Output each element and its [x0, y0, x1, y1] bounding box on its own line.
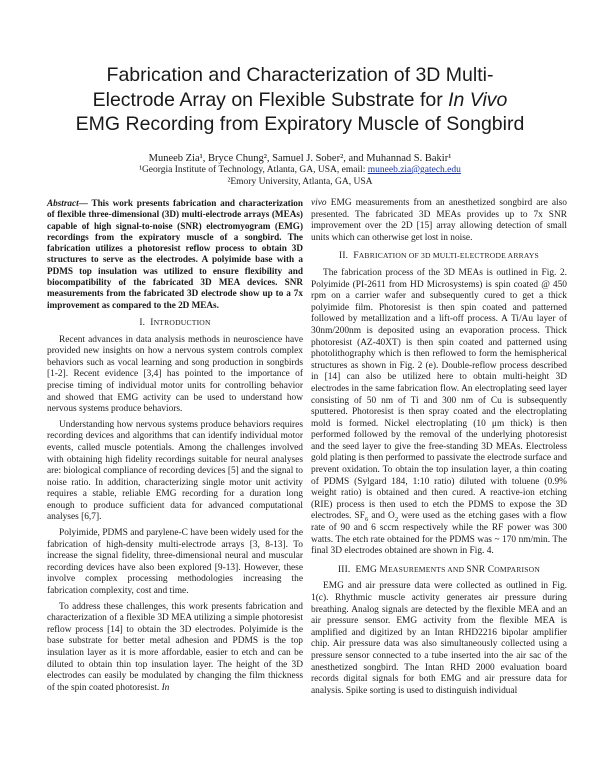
paragraph: Polyimide, PDMS and parylene-C have been widely used for the fabrication of high-density multi-electrode arrays [3, 8-13]. To increase the signal fidelity, three-dimensional neural and muscular recording devices have also been explored [9-13]. However, these involve complex processing methodologies increasing the fabrication complexity, cost and time.	[47, 528, 303, 597]
paper-title	[40, 63, 560, 137]
title-line-1: Fabrication and Characterization of 3D Multi-	[106, 64, 494, 86]
paragraph-continued: vivo EMG measurements from an anesthetized songbird are also presented. The fabricated 3D MEAs provides up to 7x SNR improvement over the 2D [15] array allowing detection of small units which can otherwise get lost in noise.	[311, 198, 567, 243]
email-link[interactable]: muneeb.zia@gatech.edu	[367, 165, 461, 175]
paragraph: To address these challenges, this work presents fabrication and characterization of a flexible 3D MEA utilizing a simple photoresist reflow process [14] to obtain the 3D electrodes. Polyimide is the base substrate for better metal adhesion and PDMS is the top insulation layer as it is more affordable, easier to etch and can be diluted to obtain thin top insulation layer. The height of the 3D electrodes can easily be modulated by changing the film thickness of the spin coated photoresist. In	[47, 601, 303, 693]
paragraph: EMG and air pressure data were collected as outlined in Fig. 1(c). Rhythmic muscle activity generates air pressure during breathing. Analog signals are detected by the flexible MEA and an air pressure sensor. EMG activity from the flexible MEA is amplified and digitized by an Intan RHD2216 bipolar amplifier chip. Air pressure data was also simultaneously collected using a pressure sensor connected to a tube inserted into the air sac of the anesthetized songbird. The Intan RHD 2000 evaluation board records digital signals for both EMG and air pressure data for analysis. Spike sorting is used to distinguish individual	[311, 581, 567, 696]
left-column	[47, 198, 303, 698]
affiliation-1: ¹Georgia Institute of Technology, Atlanta, GA, USA, email: muneeb.zia@gatech.edu	[139, 165, 461, 175]
section-heading-emg-measurements: III. EMG MEASUREMENTS AND SNR COMPARISON	[337, 564, 541, 575]
affiliation-2: ²Emory University, Atlanta, GA, USA	[227, 177, 373, 187]
paragraph: Recent advances in data analysis methods in neuroscience have provided new insights on how a nervous system controls complex behaviors such as vocal learning and song production in songbirds [1-2]. Recent evidence [3,4] has pointed to the importance of precise timing of individual motor units for controlling behavior and showed that EMG activity can be used to understand how nervous systems produce behaviors.	[47, 334, 303, 415]
paragraph: The fabrication process of the 3D MEAs is outlined in Fig. 2. Polyimide (PI-2611 from HD Microsystems) is spin coated @ 450 rpm on a carrier wafer and subsequently cured to get a thick polyimide film. Photoresist is then spin coated and patterned followed by metallization and a lift-off process. A Ti/Au layer of 30nm/200nm is deposited using an evaporation process. Thick photoresist (AZ-40XT) is then spin coated and patterned using photolithography which is then reflowed to form the hemispherical structures as shown in Fig. 2 (e). Double-reflow process described in [14] can also be utilized here to obtain multi-height 3D electrodes in the same fabrication flow. An electroplating seed layer consisting of 50 nm of Ti and 300 nm of Cu is subsequently sputtered. Photoresist is then spray coated and the electroplating mold is formed. Nickel electroplating (10 μm thick) is then performed followed by the removal of the underlying photoresist and the seed layer to give the free-standing 3D MEAs. Electroless gold plating is then performed to passivate the electrode surface and prevent oxidation. To obtain the top insulation layer, a thin coating of PDMS (Sylgard 184, 1:10 ratio) diluted with toluene (0.9% weight ratio) is obtained and then cured. A reactive-ion etching (RIE) process is then used to etch the PDMS to expose the 3D electrodes. $SF_6$ and $O_2$ were used as the etching gases with a flow rate of 90 and 6 sccm respectively while the RF power was 300 watts. The etch rate obtained for the PDMS was ~ 170 nm/min. The final 3D electrodes obtained are shown in Fig. 4.	[311, 267, 568, 557]
section-heading-fabrication: II. FABRICATION OF 3D MULTI-ELECTRODE ARRAYS	[339, 251, 539, 262]
right-column	[311, 198, 567, 701]
author-list: Muneeb Zia¹, Bryce Chung², Samuel J. Sober², and Muhannad S. Bakir¹	[148, 153, 452, 164]
paragraph: Understanding how nervous systems produce behaviors requires recording devices and algorithms that can identify individual motor events, called muscle potentials. Among the challenges involved with obtaining high fidelity recordings suitable for neural analyses are: biological compliance of recording devices [5] and the signal to noise ratio. In addition, characterizing single motor unit activity requires a stable, reliable EMG recording for a duration long enough to produce sufficient data for advanced computational analyses [6,7].	[47, 419, 303, 523]
title-line-3: EMG Recording from Expiratory Muscle of Songbird	[75, 113, 525, 135]
abstract: Abstract— This work presents fabrication and characterization of flexible three-dimensional (3D) multi-electrode arrays (MEAs) capable of high signal-to-noise (SNR) electromyogram (EMG) recordings from the expiratory muscle of a songbird. The fabrication utilizes a photoresist reflow process to obtain 3D structures to serve as the electrodes. A polyimide base with a PDMS top insulation was utilized to ensure flexibility and biocompatibility of the fabricated 3D MEA devices. SNR measurements from the fabricated 3D electrode show up to a 7x improvement as compared to the 2D MEAs.	[47, 198, 303, 310]
section-heading-introduction: I. INTRODUCTION	[139, 317, 211, 328]
title-line-2: Electrode Array on Flexible Substrate for In Vivo	[92, 88, 508, 111]
